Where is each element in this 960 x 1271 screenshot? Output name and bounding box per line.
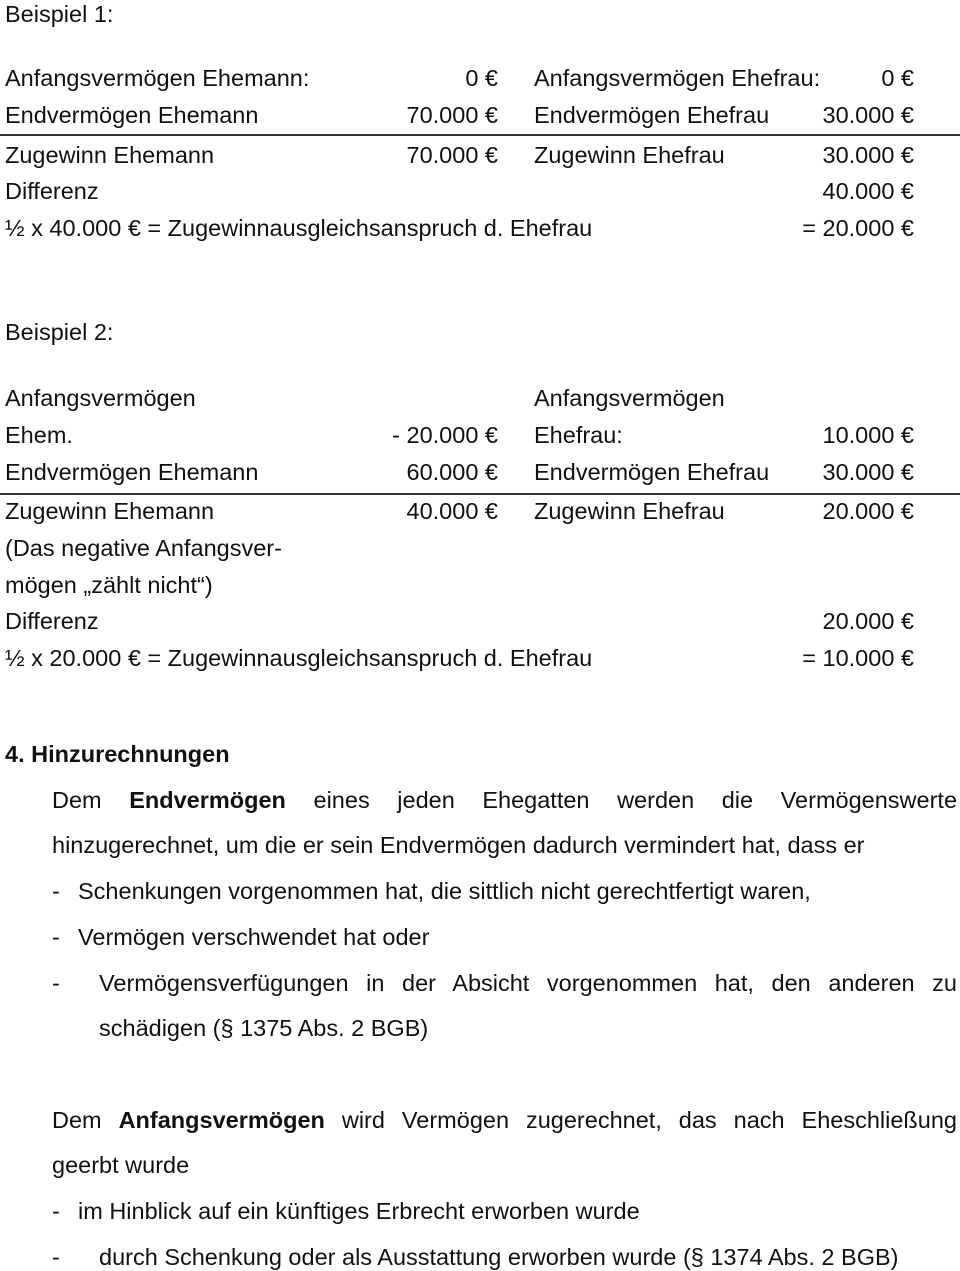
row-label: Anfangsvermögen [534,385,725,411]
example-2-title: Beispiel 2: [5,319,114,345]
paragraph-line: geerbt wurde [52,1152,190,1178]
row-label: Endvermögen Ehefrau [534,459,770,485]
row-label: Anfangsvermögen Ehemann: [5,65,310,91]
bullet-item: Schenkungen vorgenommen hat, die sittlich nicht gerechtfertigt waren, [78,878,811,904]
row-label: Differenz [5,178,99,204]
row-label: Endvermögen Ehefrau [534,102,770,128]
bold-term: Anfangsvermögen [118,1107,325,1133]
row-label: Endvermögen Ehemann [5,459,259,485]
row-value: 60.000 € [406,459,498,485]
row-value: 40.000 € [822,178,914,204]
row-value: 30.000 € [822,142,914,168]
row-value: - 20.000 € [392,422,498,448]
bullet-item-continued: schädigen (§ 1375 Abs. 2 BGB) [99,1015,429,1041]
section-heading: 4. Hinzurechnungen [5,741,230,767]
note-line: mögen „zählt nicht“) [5,572,213,598]
row-label: Zugewinn Ehemann [5,142,215,168]
bullet-dash: - [52,1198,60,1224]
example-1-title: Beispiel 1: [5,1,114,27]
row-label: Anfangsvermögen Ehefrau: [534,65,821,91]
bullet-dash: - [52,878,60,904]
bullet-item: Vermögen verschwendet hat oder [78,924,430,950]
bullet-dash: - [52,1244,60,1270]
text: Dem [52,1107,102,1133]
bullet-item: im Hinblick auf ein künftiges Erbrecht erworben wurde [78,1198,640,1224]
row-value: 20.000 € [822,608,914,634]
text: wird Vermögen zugerechnet, das nach Eheschließung [341,1107,957,1133]
text: eines jeden Ehegatten werden die Vermögenswerte [313,787,958,813]
row-value: = 10.000 € [802,645,914,671]
paragraph-line: hinzugerechnet, um die er sein Endvermögen dadurch vermindert hat, dass er [52,832,865,858]
bullet-item: durch Schenkung oder als Ausstattung erworben wurde (§ 1374 Abs. 2 BGB) [99,1244,899,1270]
row-label: Zugewinn Ehefrau [534,142,725,168]
row-value: 30.000 € [822,459,914,485]
paragraph-line [52,1106,957,1134]
row-label: ½ x 20.000 € = Zugewinnausgleichsanspruch d. Ehefrau [5,645,593,671]
row-label: Ehefrau: [534,422,623,448]
row-value: 20.000 € [822,498,914,524]
row-label: Ehem. [5,422,73,448]
bullet-item: Vermögensverfügungen in der Absicht vorgenommen hat, den anderen zu [99,970,957,996]
text: Dem [52,787,102,813]
bold-term: Endvermögen [129,787,286,813]
bullet-dash: - [52,970,60,996]
row-label: Zugewinn Ehemann [5,498,215,524]
row-value: = 20.000 € [802,215,914,241]
row-label: Endvermögen Ehemann [5,102,259,128]
row-value: 70.000 € [406,142,498,168]
row-label: Differenz [5,608,99,634]
row-value: 10.000 € [822,422,914,448]
row-value: 40.000 € [406,498,498,524]
row-label: ½ x 40.000 € = Zugewinnausgleichsanspruch d. Ehefrau [5,215,593,241]
sum-rule [0,493,960,495]
note-line: (Das negative Anfangsver- [5,535,282,561]
row-label: Anfangsvermögen [5,385,196,411]
row-value: 70.000 € [406,102,498,128]
bullet-dash: - [52,924,60,950]
row-value: 30.000 € [822,102,914,128]
row-label: Zugewinn Ehefrau [534,498,725,524]
paragraph-line [52,786,957,814]
sum-rule [0,134,960,136]
row-value: 0 € [881,65,914,91]
row-value: 0 € [465,65,498,91]
